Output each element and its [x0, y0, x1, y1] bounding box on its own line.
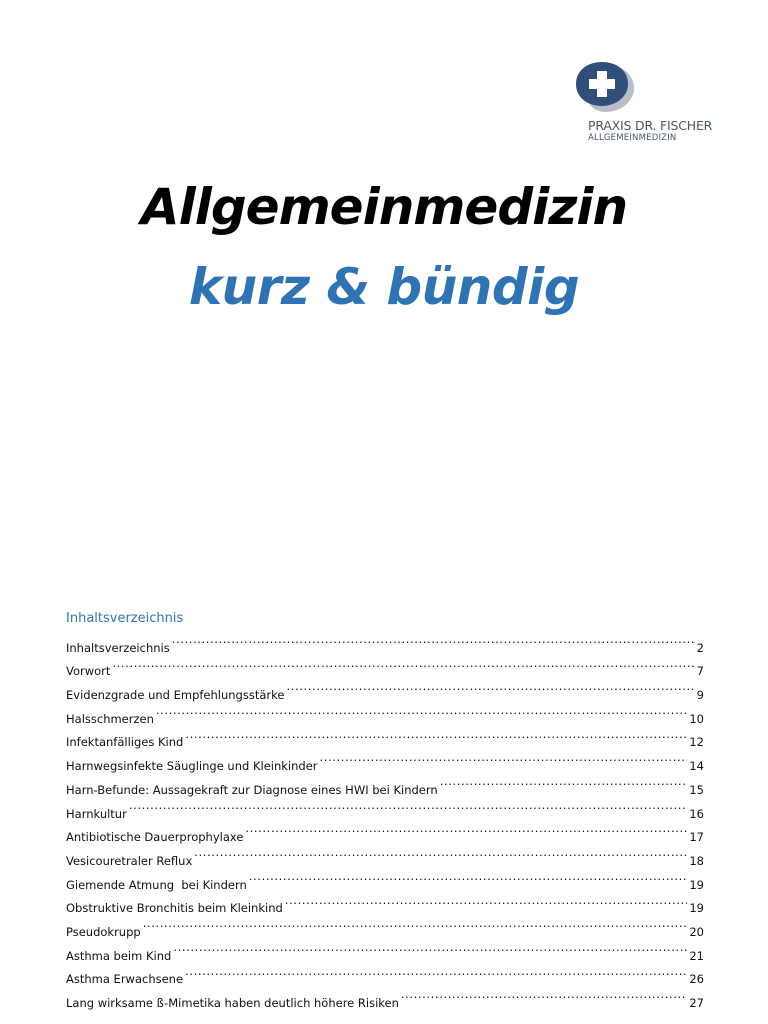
toc-dot-leader	[185, 960, 687, 984]
toc-dot-leader	[440, 770, 688, 794]
toc-entry[interactable]	[66, 794, 704, 821]
toc-dot-leader	[249, 865, 688, 889]
practice-specialty: ALLGEMEINMEDIZIN	[588, 133, 677, 143]
toc-entry-page: 19	[689, 877, 704, 892]
toc-entry-title: Lang wirksame ß-Mimetika haben deutlich höhere Risiken	[66, 996, 399, 1010]
toc-entry-page: 10	[689, 711, 704, 726]
toc-entry-page: 20	[689, 924, 704, 939]
toc-dot-leader	[194, 841, 687, 865]
toc-entry[interactable]	[66, 628, 704, 655]
toc-entry-title: Asthma beim Kind	[66, 948, 172, 963]
toc-entry-title: Antibiotische Dauerprophylaxe	[66, 830, 244, 845]
toc-entry-page: 21	[689, 948, 704, 963]
toc-entry[interactable]	[66, 652, 704, 679]
toc-entry-title: Vesicouretraler Reflux	[66, 853, 193, 868]
toc-entry[interactable]	[66, 912, 704, 939]
toc-entry[interactable]	[66, 818, 704, 845]
toc-entry-title: Infektanfälliges Kind	[66, 735, 184, 750]
toc-entry-page: 19	[689, 901, 704, 916]
toc-entry-page: 26	[689, 972, 704, 987]
toc-entry-title: Harn-Befunde: Aussagekraft zur Diagnose eines HWI bei Kindern	[66, 782, 438, 797]
toc-entry-page: 9	[696, 688, 704, 703]
toc-entry[interactable]	[66, 723, 704, 750]
toc-entry-title: Vorwort	[66, 664, 111, 679]
toc-dot-leader	[401, 983, 687, 1007]
toc-entry-title: Obstruktive Bronchitis beim Kleinkind	[66, 901, 283, 916]
toc-entry-page: 18	[689, 853, 704, 868]
toc-entry-title: Asthma Erwachsene	[66, 972, 184, 987]
toc-entry-page: 14	[689, 759, 704, 774]
document-title: Allgemeinmedizin	[140, 178, 628, 236]
toc-dot-leader	[285, 889, 688, 913]
practice-name: PRAXIS DR. FISCHER	[588, 118, 713, 133]
toc-list	[66, 628, 704, 1010]
toc-dot-leader	[185, 723, 687, 747]
toc-dot-leader	[156, 699, 687, 723]
toc-entry-title: Inhaltsverzeichnis	[66, 640, 170, 655]
toc-dot-leader	[320, 746, 688, 770]
toc-entry-title: Halsschmerzen	[66, 711, 154, 726]
toc-entry-page: 12	[689, 735, 704, 750]
practice-logo	[574, 62, 714, 152]
toc-entry-title: Harnkultur	[66, 806, 127, 821]
toc-dot-leader	[245, 818, 687, 842]
toc-entry[interactable]	[66, 699, 704, 726]
toc-entry[interactable]	[66, 936, 704, 963]
toc-entry-title: Giemende Atmung bei Kindern	[66, 877, 247, 892]
toc-entry-page: 15	[689, 782, 704, 797]
toc-entry-page: 17	[689, 830, 704, 845]
toc-entry-page: 16	[689, 806, 704, 821]
toc-dot-leader	[129, 794, 688, 818]
toc-dot-leader	[173, 936, 687, 960]
toc-entry-page: 27	[689, 996, 704, 1010]
toc-dot-leader	[112, 652, 694, 676]
medical-cross-shield-icon	[574, 62, 638, 114]
table-of-contents	[66, 610, 704, 1010]
toc-entry-page: 7	[696, 664, 704, 679]
toc-entry-title: Harnwegsinfekte Säuglinge und Kleinkinder	[66, 759, 318, 774]
toc-dot-leader	[286, 675, 694, 699]
toc-entry[interactable]	[66, 675, 704, 703]
toc-heading: Inhaltsverzeichnis	[66, 611, 184, 626]
toc-entry-page: 2	[696, 640, 704, 655]
toc-entry-title: Evidenzgrade und Empfehlungsstärke	[66, 688, 285, 703]
document-subtitle: kurz & bündig	[188, 258, 580, 316]
toc-dot-leader	[172, 628, 695, 652]
toc-dot-leader	[143, 912, 688, 936]
toc-entry-title: Pseudokrupp	[66, 924, 141, 939]
